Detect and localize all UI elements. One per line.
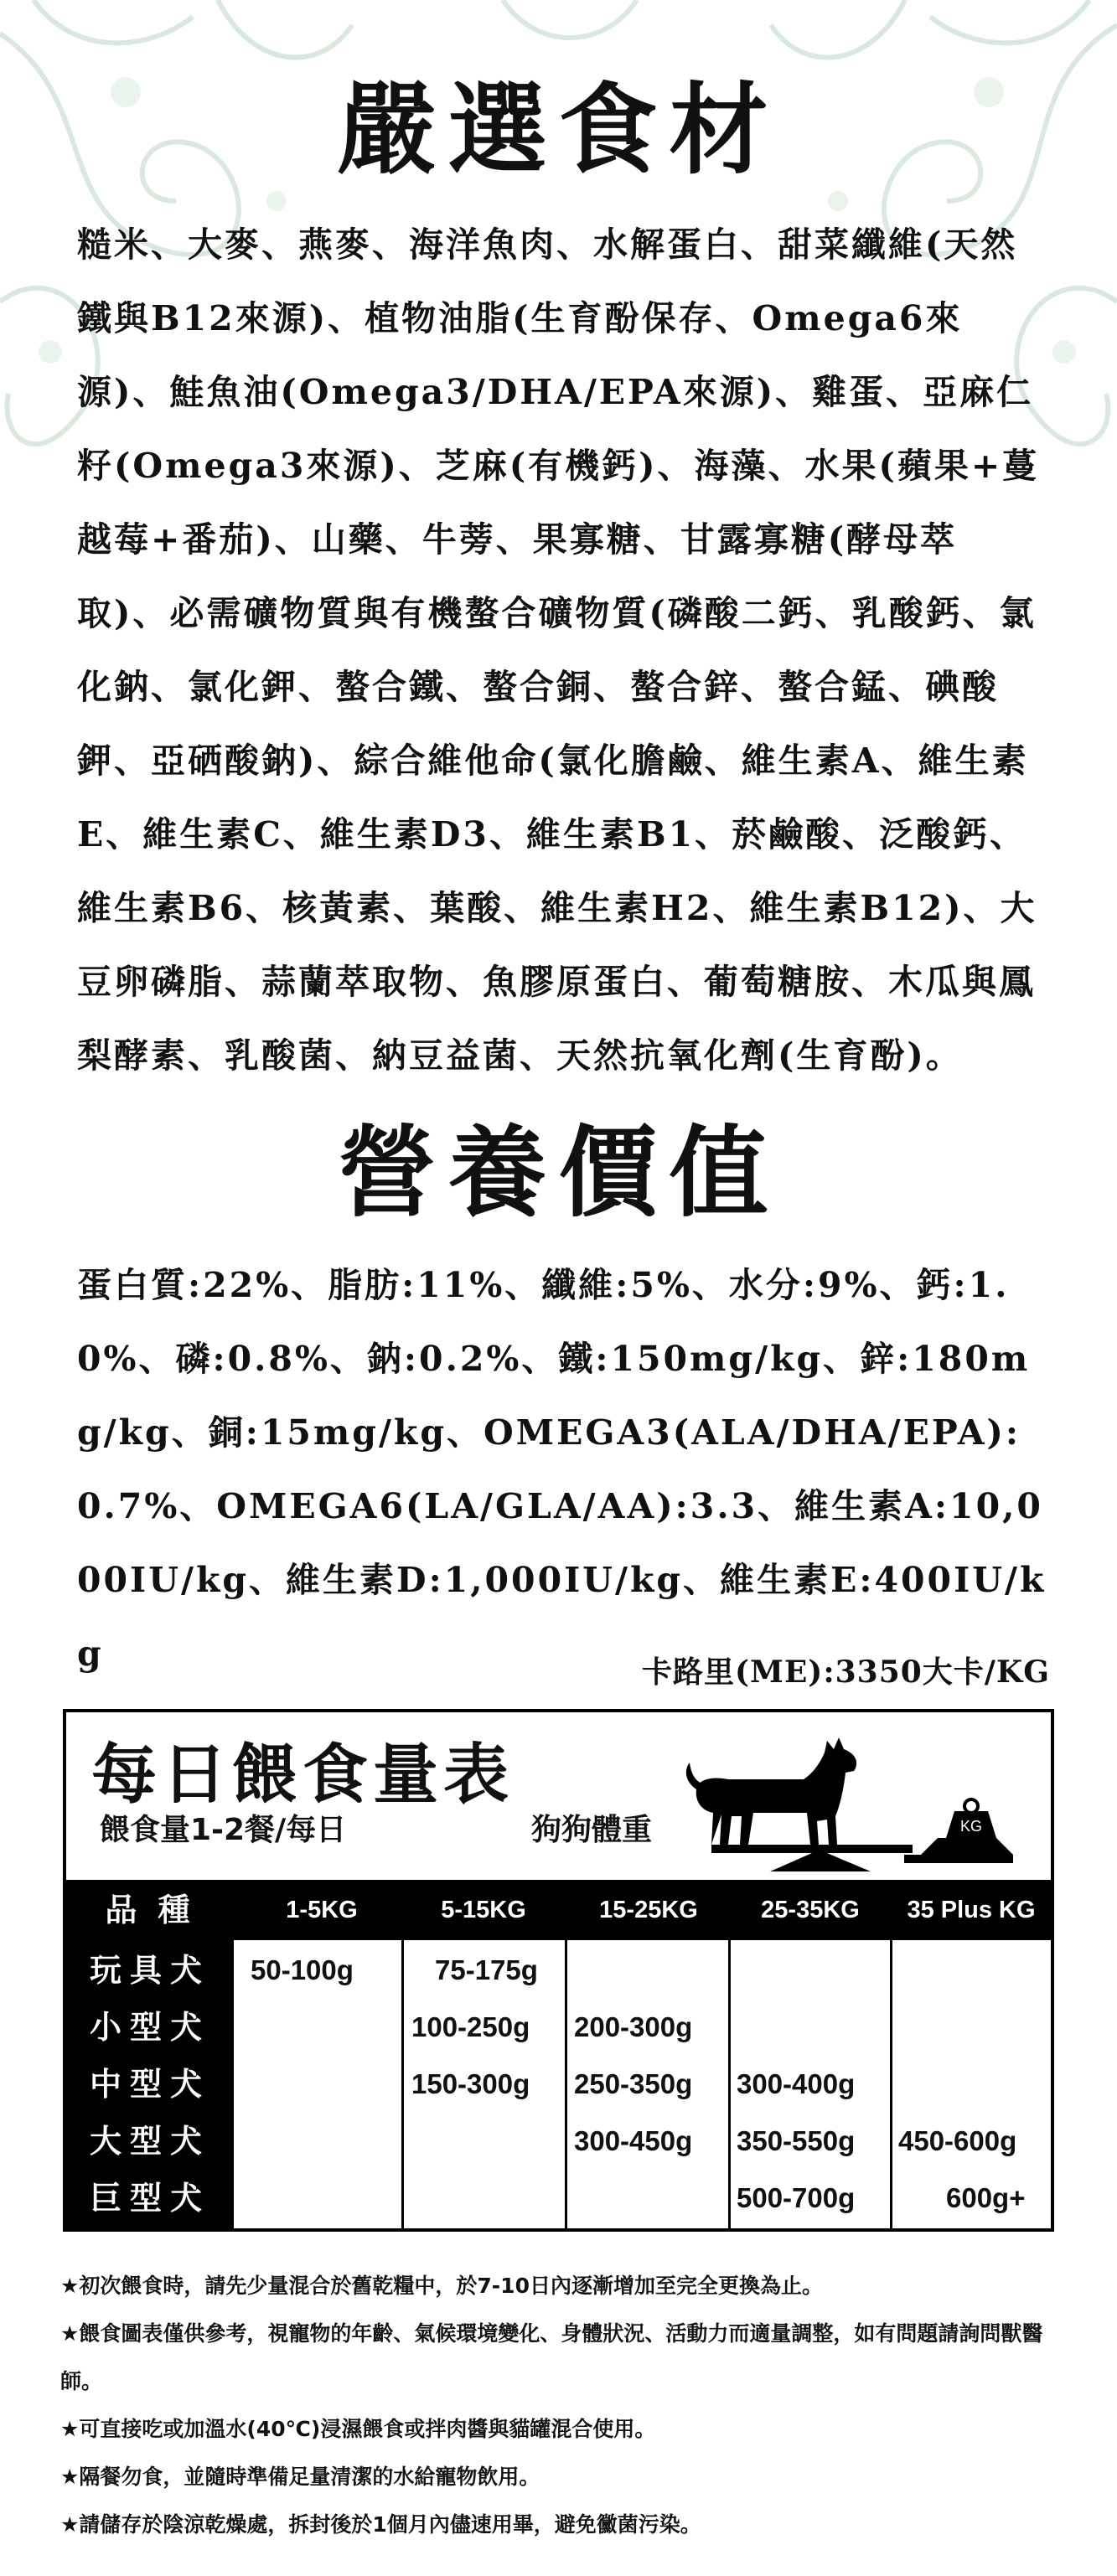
table-header <box>66 1880 1051 1940</box>
feed-amount: 150-300g <box>411 2068 530 2099</box>
note-item: ★餵食圖表僅供參考，視寵物的年齡、氣候環境變化、身體狀況、活動力而適量調整，如有問題請詢問獸醫師。 <box>60 2321 1043 2393</box>
note-item: ★請儲存於陰涼乾燥處，拆封後於1個月內儘速用畢，避免黴菌污染。 <box>60 2512 701 2537</box>
feed-amount: 600g+ <box>946 2182 1026 2213</box>
feed-amount: 250-350g <box>574 2068 693 2099</box>
dog-icon <box>686 1737 856 1845</box>
calorie-info: 卡路里(ME):3350大卡/KG <box>641 1655 1050 1690</box>
header-col-4: 25-35KG <box>761 1897 860 1923</box>
feed-amount: 100-250g <box>411 2011 530 2042</box>
breed-label: 大型犬 <box>89 2122 210 2160</box>
dog-scale-illustration <box>66 1712 1051 1880</box>
header-col-3: 15-25KG <box>599 1897 698 1923</box>
table-row <box>66 2056 1051 2113</box>
dog-weight-label: 狗狗體重 <box>531 1813 653 1847</box>
header-col-1: 1-5KG <box>286 1897 358 1923</box>
feed-amount: 75-175g <box>435 1954 538 1985</box>
table-row <box>66 1942 1051 1999</box>
feeding-chart-title: 每日餵食量表 <box>91 1737 515 1813</box>
note-item: ★初次餵食時，請先少量混合於舊乾糧中，於7-10日內逐漸增加至完全更換為止。 <box>60 2274 823 2298</box>
ingredients-title: 嚴選食材 <box>337 71 780 188</box>
note-item: ★可直接吃或加溫水(40℃)浸濕餵食或拌肉醬與貓罐混合使用。 <box>60 2417 656 2441</box>
breed-label: 巨型犬 <box>89 2179 210 2217</box>
nutrition-title: 營養價值 <box>337 1114 780 1231</box>
feeding-notes <box>60 2262 1066 2548</box>
nutrition-text: 蛋白質:22%、脂肪:11%、纖維:5%、水分:9%、鈣:1.0%、磷:0.8%、鈉:0.2%、鐵:150mg/kg、鋅:180mg/kg、銅:15mg/kg、OMEGA3(ALA/DHA/EPA):0.7%、OMEGA6(LA/GLA/AA):3.3、維生素A:10,000IU/kg、維生素D:1,000IU/kg、維生素E:400IU/kg <box>77 1265 1047 1674</box>
breed-label: 玩具犬 <box>89 1951 210 1989</box>
table-row <box>66 2170 1051 2227</box>
feed-amount: 450-600g <box>898 2125 1017 2156</box>
breed-label: 中型犬 <box>89 2065 210 2103</box>
feed-amount: 350-550g <box>737 2125 856 2156</box>
ingredients-text: 糙米、大麥、燕麥、海洋魚肉、水解蛋白、甜菜纖維(天然鐵與B12來源)、植物油脂(生育酚保存、Omega6來源)、鮭魚油(Omega3/DHA/EPA來源)、雞蛋、亞麻仁籽(Omega3來源)、芝麻(有機鈣)、海藻、水果(蘋果+蔓越莓+番茄)、山藥、牛蒡、果寡糖、甘露寡糖(酵母萃取)、必需礦物質與有機螯合礦物質(磷酸二鈣、乳酸鈣、氯化鈉、氯化鉀、螯合鐵、螯合銅、螯合鋅、螯合錳、碘酸鉀、亞硒酸鈉)、綜合維他命(氯化膽鹼、維生素A、維生素E、維生素C、維生素D3、維生素B1、菸鹼酸、泛酸鈣、維生素B6、核黃素、葉酸、維生素H2、維生素B12)、大豆卵磷脂、蒜蘭萃取物、魚膠原蛋白、葡萄糖胺、木瓜與鳳梨酵素、乳酸菌、納豆益菌、天然抗氧化劑(生育酚)。 <box>77 225 1040 1076</box>
table-row <box>66 2113 1051 2170</box>
note-item: ★隔餐勿食，並隨時準備足量清潔的水給寵物飲用。 <box>60 2465 540 2489</box>
header-col-5: 35 Plus KG <box>907 1897 1036 1923</box>
feed-amount: 500-700g <box>737 2182 856 2213</box>
feeding-chart <box>63 1709 1054 2232</box>
header-breed: 品 種 <box>105 1891 195 1928</box>
header-col-2: 5-15KG <box>441 1897 526 1923</box>
feed-amount: 300-450g <box>574 2125 693 2156</box>
feed-amount: 300-400g <box>737 2068 856 2099</box>
feeding-frequency: 餵食量1-2餐/每日 <box>100 1813 347 1847</box>
kg-label: KG <box>959 1818 983 1835</box>
feed-amount: 50-100g <box>251 1954 354 1985</box>
table-row <box>66 1999 1051 2056</box>
breed-label: 小型犬 <box>89 2008 210 2046</box>
feed-amount: 200-300g <box>574 2011 693 2042</box>
